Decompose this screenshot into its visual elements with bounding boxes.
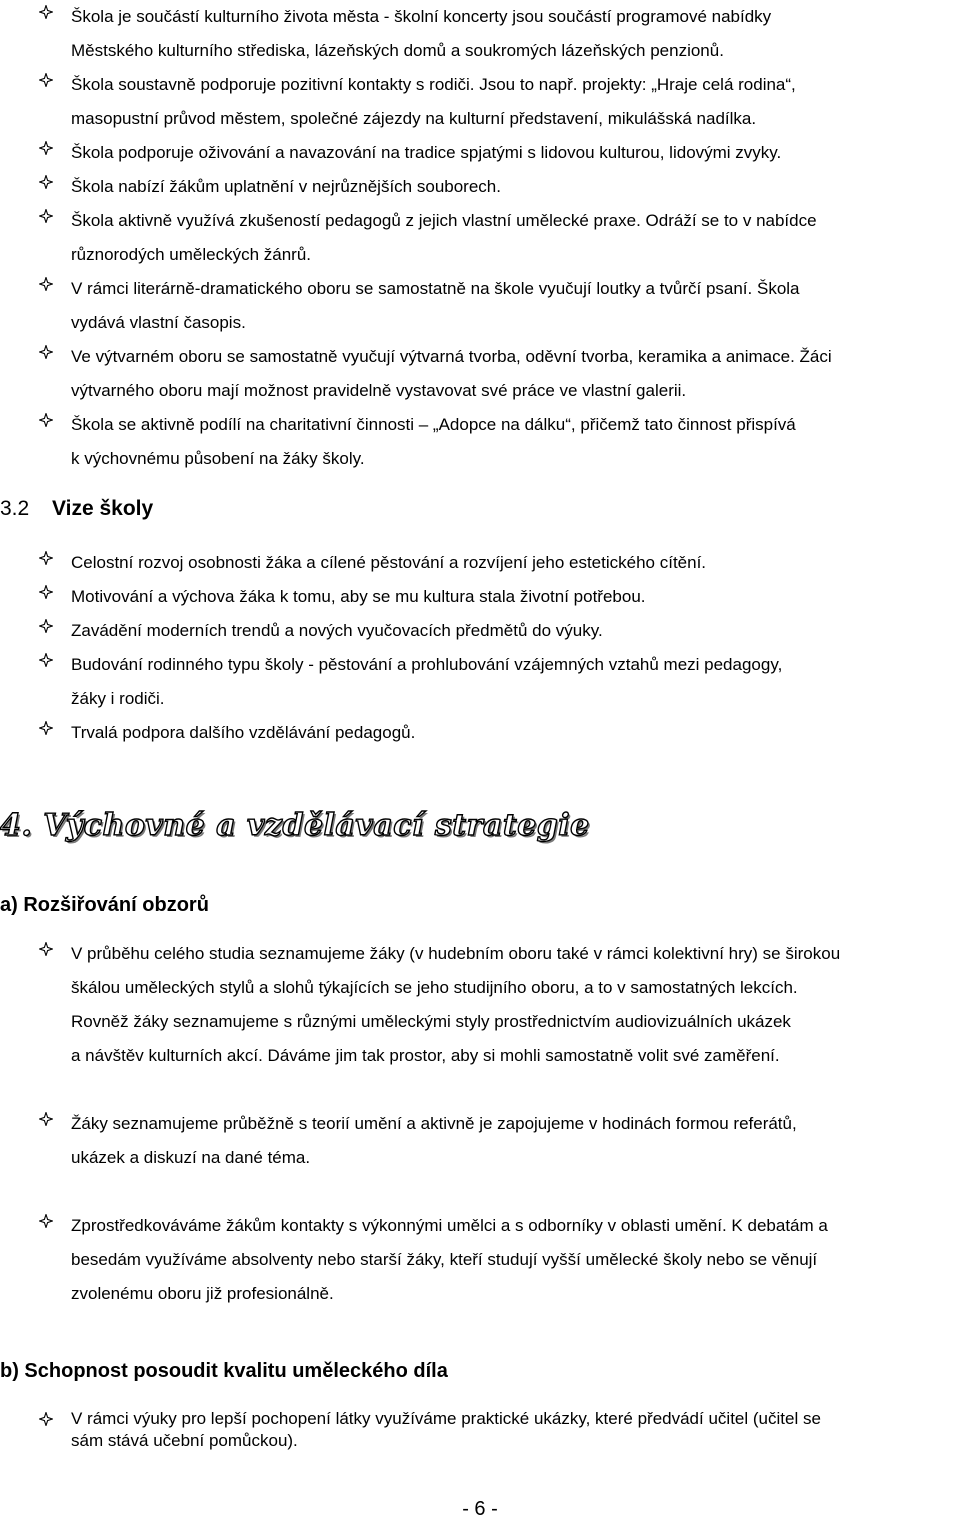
diamond-bullet-icon [39, 277, 53, 291]
list-item-text: Škola nabízí žákům uplatnění v nejrůznějších souborech. [71, 177, 501, 196]
diamond-bullet-icon [39, 942, 53, 956]
diamond-bullet-icon [39, 1112, 53, 1126]
diamond-bullet-icon [39, 209, 53, 223]
diamond-bullet-icon [39, 551, 53, 565]
list-item [0, 136, 960, 170]
list-item-text: Žáky seznamujeme průběžně s teorií umění a aktivně je zapojujeme v hodinách formou referátů, ukázek a diskuzí na dané téma. [71, 1114, 797, 1167]
list-item [0, 1408, 960, 1452]
list-item-text: Motivování a výchova žáka k tomu, aby se mu kultura stala životní potřebou. [71, 587, 646, 606]
list-item-text: Škola podporuje oživování a navazování na tradice spjatými s lidovou kulturou, lidovými zvyky. [71, 143, 782, 162]
list-item [0, 0, 960, 68]
section-heading-vize [0, 497, 153, 521]
section-heading-a: a) Rozšiřování obzorů [0, 894, 209, 916]
section-number: 3.2 [0, 497, 30, 520]
list-item [0, 1209, 960, 1311]
chapter-title: 4. Výchovné a vzdělávací strategie [0, 808, 590, 843]
school-culture-list [0, 0, 960, 476]
list-item [0, 1107, 960, 1175]
list-item [0, 170, 960, 204]
diamond-bullet-icon [39, 73, 53, 87]
diamond-bullet-icon [39, 721, 53, 735]
page-number: - 6 - [462, 1498, 498, 1520]
list-item-text: Škola je součástí kulturního života města - školní koncerty jsou součástí programové nabídky Městského kulturního střediska, lázeňských domů a soukromých lázeňských penzionů. [71, 7, 772, 60]
list-item-text: Škola aktivně využívá zkušeností pedagogů z jejich vlastní umělecké praxe. Odráží se to v nabídce různorodých uměleckých žánrů. [71, 211, 817, 264]
diamond-bullet-icon [39, 653, 53, 667]
diamond-bullet-icon [39, 345, 53, 359]
diamond-bullet-icon [39, 413, 53, 427]
list-item-text: Zavádění moderních trendů a nových vyučovacích předmětů do výuky. [71, 621, 603, 640]
section-a-list [0, 937, 960, 1311]
list-item-text: Budování rodinného typu školy - pěstování a prohlubování vzájemných vztahů mezi pedagogy, žáky i rodiči. [71, 655, 783, 708]
section-b-list [0, 1408, 960, 1452]
list-item-text: Škola soustavně podporuje pozitivní kontakty s rodiči. Jsou to např. projekty: „Hraje celá rodina“, masopustní průvod městem, společné zájezdy na kulturní představení, mikulášská nadílka. [71, 75, 796, 128]
section-heading-b: b) Schopnost posoudit kvalitu uměleckého díla [0, 1360, 448, 1382]
diamond-bullet-icon [39, 585, 53, 599]
vize-list [0, 546, 960, 750]
list-item [0, 340, 960, 408]
diamond-bullet-icon [39, 619, 53, 633]
list-item-text: Celostní rozvoj osobnosti žáka a cílené pěstování a rozvíjení jeho estetického cítění. [71, 553, 707, 572]
diamond-bullet-icon [39, 5, 53, 19]
list-item-text: V rámci literárně-dramatického oboru se samostatně na škole vyučují loutky a tvůrčí psaní. Škola vydává vlastní časopis. [71, 279, 800, 332]
diamond-bullet-icon [39, 1214, 53, 1228]
list-item [0, 716, 960, 750]
list-item [0, 68, 960, 136]
diamond-bullet-icon [39, 141, 53, 155]
list-item-text: Škola se aktivně podílí na charitativní činnosti – „Adopce na dálku“, přičemž tato činnost přispívá k výchovnému působení na žáky školy. [71, 415, 796, 468]
list-item [0, 648, 960, 716]
section-title: Vize školy [52, 497, 154, 520]
list-item [0, 580, 960, 614]
diamond-bullet-icon [39, 1412, 53, 1426]
list-item [0, 614, 960, 648]
list-item-text: V rámci výuky pro lepší pochopení látky využíváme praktické ukázky, které předvádí učitel (učitel se sám stává učební pomůckou). [71, 1409, 821, 1450]
list-item [0, 546, 960, 580]
diamond-bullet-icon [39, 175, 53, 189]
list-item [0, 937, 960, 1073]
list-item-text: Trvalá podpora dalšího vzdělávání pedagogů. [71, 723, 416, 742]
list-item-text: Zprostředkováváme žákům kontakty s výkonnými umělci a s odborníky v oblasti umění. K debatám a besedám využíváme absolventy nebo starší žáky, kteří studují vyšší umělecké školy nebo se věnují zvolenému oboru již profesionálně. [71, 1216, 828, 1303]
list-item [0, 408, 960, 476]
list-item-text: Ve výtvarném oboru se samostatně vyučují výtvarná tvorba, oděvní tvorba, keramika a animace. Žáci výtvarného oboru mají možnost pravidelně vystavovat své práce ve vlastní galerii. [71, 347, 832, 400]
list-item [0, 272, 960, 340]
list-item-text: V průběhu celého studia seznamujeme žáky (v hudebním oboru také v rámci kolektivní hry) se širokou škálou uměleckých stylů a slohů týkajících se jeho studijního oboru, a to v samostatných lekcích. Rovněž žáky seznamujeme s různými uměleckými styly prostřednictvím audiovizuálních ukázek a návštěv kulturních akcí. Dáváme jim tak prostor, aby si mohli samostatně volit své zaměření. [71, 944, 841, 1065]
list-item [0, 204, 960, 272]
